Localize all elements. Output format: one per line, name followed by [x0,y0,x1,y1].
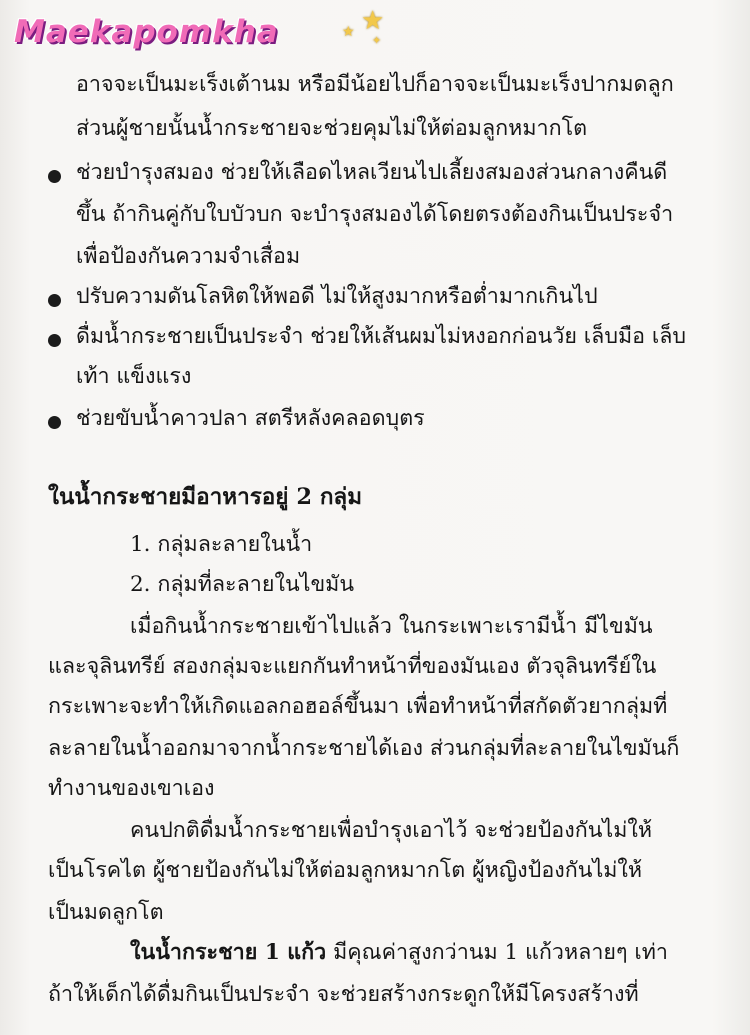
text-line: เป็นมดลูกโต [48,900,164,925]
text-line: ขึ้น ถ้ากินคู่กับใบบัวบก จะบำรุงสมองได้โดยตรงต้องกินเป็นประจำ [76,202,674,227]
text-line: ละลายในน้ำออกมาจากน้ำกระชายได้เอง ส่วนกลุ่มที่ละลายในไขมันก็ [48,736,680,761]
text-line: ส่วนผู้ชายนั้นน้ำกระชายจะช่วยคุมไม่ให้ต่อมลูกหมากโต [76,116,588,141]
bullet-icon [48,416,61,429]
text-line: และจุลินทรีย์ สองกลุ่มจะแยกกันทำหน้าที่ของมันเอง ตัวจุลินทรีย์ใน [48,654,657,679]
text-line: กระเพาะจะทำให้เกิดแอลกอฮอล์ขึ้นมา เพื่อทำหน้าที่สกัดตัวยากลุ่มที่ [48,694,668,719]
text-line: อาจจะเป็นมะเร็งเต้านม หรือมีน้อยไปก็อาจจะเป็นมะเร็งปากมดลูก [76,72,674,97]
bullet-icon [48,294,61,307]
text-span: มีคุณค่าสูงกว่านม 1 แก้วหลายๆ เท่า [326,940,668,965]
text-line: ดื่มน้ำกระชายเป็นประจำ ช่วยให้เส้นผมไม่หงอกก่อนวัย เล็บมือ เล็บ [76,324,687,349]
text-line [130,938,668,968]
text-line: เมื่อกินน้ำกระชายเข้าไปแล้ว ในกระเพาะเรามีน้ำ มีไขมัน [130,614,653,639]
text-line: ถ้าให้เด็กได้ดื่มกินเป็นประจำ จะช่วยสร้างกระดูกให้มีโครงสร้างที่ [48,982,639,1007]
list-item: 2. กลุ่มที่ละลายในไขมัน [130,572,355,597]
text-line: ทำงานของเขาเอง [48,776,215,801]
star-icon: ★ [361,6,385,36]
star-icon: ✦ [372,34,382,47]
list-item: 1. กลุ่มละลายในน้ำ [130,532,313,557]
text-line: คนปกติดื่มน้ำกระชายเพื่อบำรุงเอาไว้ จะช่วยป้องกันไม่ให้ [130,818,653,843]
bullet-icon [48,334,61,347]
text-line: ปรับความดันโลหิตให้พอดี ไม่ให้สูงมากหรือต่ำมากเกินไป [76,284,598,309]
text-line: เท้า แข็งแรง [76,364,192,389]
text-line: เพื่อป้องกันความจำเสื่อม [76,244,301,269]
text-line: เป็นโรคไต ผู้ชายป้องกันไม่ให้ต่อมลูกหมากโต ผู้หญิงป้องกันไม่ให้ [48,858,643,883]
emphasis-text: ในน้ำกระชาย 1 แก้ว [130,940,327,965]
section-heading: ในน้ำกระชายมีอาหารอยู่ 2 กลุ่ม [48,484,363,510]
bullet-icon [48,170,61,183]
logo-text: Maekapomkha [14,14,279,50]
text-line: ช่วยบำรุงสมอง ช่วยให้เลือดไหลเวียนไปเลี้ยงสมองส่วนกลางคืนดี [76,160,668,185]
star-icon: ★ [342,24,355,40]
text-line: ช่วยขับน้ำคาวปลา สตรีหลังคลอดบุตร [76,406,425,431]
